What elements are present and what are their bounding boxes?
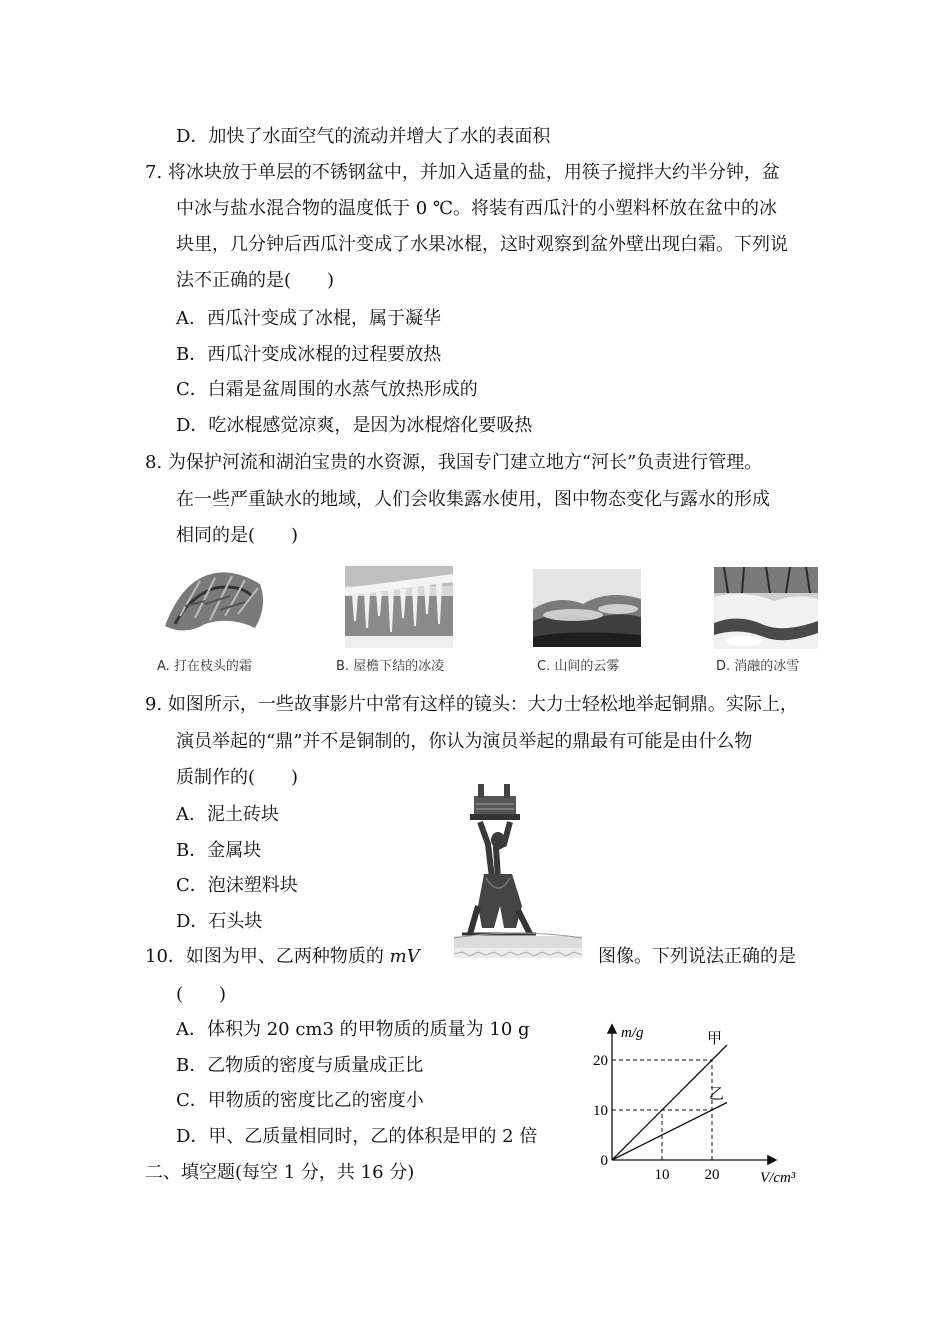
q7-option-d: D．吃冰棍感觉凉爽，是因为冰棍熔化要吸热 [176, 415, 533, 436]
x-tick-20: 20 [704, 1167, 720, 1183]
q7-option-b: B．西瓜汁变成冰棍的过程要放热 [176, 344, 442, 365]
mountain-mist-photo [533, 569, 641, 647]
y-tick-0: 0 [600, 1153, 608, 1169]
q10-stem-line-1 [145, 945, 420, 969]
y-tick-20: 20 [593, 1053, 608, 1069]
y-axis-label: m/g [621, 1025, 644, 1041]
q10-option-d: D．甲、乙质量相同时，乙的体积是甲的 2 倍 [176, 1126, 538, 1147]
caption-a: A. 打在枝头的霜 [157, 659, 252, 674]
q10-option-a: A．体积为 20 cm3 的甲物质的质量为 10 g [176, 1019, 530, 1040]
series-label-2: 乙 [709, 1086, 725, 1103]
q7-option-c: C．白霜是盆周围的水蒸气放热形成的 [176, 379, 478, 400]
caption-b: B. 屋檐下结的冰凌 [336, 659, 445, 674]
q10-stem-post: 图像。下列说法正确的是 [598, 946, 796, 967]
strongman-lifting-ding-statue [452, 778, 584, 960]
x-axis-label: V/cm³ [760, 1170, 796, 1186]
x-tick-10: 10 [654, 1167, 670, 1183]
mv-graph [585, 1020, 815, 1195]
q10-stem-line-2: ( ) [176, 984, 227, 1005]
frost-on-branch-photo [160, 566, 270, 648]
q10-stem-pre: 10．如图为甲、乙两种物质的 [145, 946, 390, 967]
caption-c: C. 山间的云雾 [537, 659, 620, 674]
q7-stem-line-1: 7. 将冰块放于单层的不锈钢盆中，并加入适量的盐，用筷子搅拌大约半分钟，盆 [145, 162, 780, 183]
series-label-1: 甲 [707, 1031, 723, 1047]
section-2-heading: 二、填空题(每空 1 分，共 16 分) [145, 1162, 415, 1183]
q7-stem-line-4: 法不正确的是( ) [176, 270, 335, 291]
y-tick-10: 10 [593, 1103, 608, 1119]
q7-stem-line-3: 块里，几分钟后西瓜汁变成了水果冰棍，这时观察到盆外壁出现白霜。下列说 [176, 234, 788, 255]
q9-option-b: B．金属块 [176, 840, 262, 861]
melting-snow-photo [714, 567, 818, 649]
q9-option-a: A．泥土砖块 [176, 804, 279, 825]
q7-option-a: A．西瓜汁变成了冰棍，属于凝华 [176, 308, 441, 329]
q7-stem-line-2: 中冰与盐水混合物的温度低于 0 ℃。将装有西瓜汁的小塑料杯放在盆中的冰 [176, 198, 778, 219]
q8-stem-line-3: 相同的是( ) [176, 525, 299, 546]
q10-option-b: B．乙物质的密度与质量成正比 [176, 1055, 424, 1076]
series-line-1 [612, 1045, 727, 1160]
q10-option-c: C．甲物质的密度比乙的密度小 [176, 1090, 424, 1111]
q9-stem-line-1: 9. 如图所示，一些故事影片中常有这样的镜头：大力士轻松地举起铜鼎。实际上， [145, 694, 798, 715]
q9-option-d: D．石头块 [176, 911, 263, 932]
q9-stem-line-2: 演员举起的“鼎”并不是铜制的，你认为演员举起的鼎最有可能是由什么物 [176, 731, 753, 752]
q8-stem-line-2: 在一些严重缺水的地域，人们会收集露水使用，图中物态变化与露水的形成 [176, 489, 770, 510]
q10-mv-variable: mV [389, 946, 420, 967]
caption-d: D. 消融的冰雪 [716, 659, 800, 674]
q8-stem-line-1: 8. 为保护河流和湖泊宝贵的水资源，我国专门建立地方“河长”负责进行管理。 [145, 452, 763, 473]
q9-stem-line-3: 质制作的( ) [176, 767, 299, 788]
icicles-under-eaves-photo [345, 566, 453, 648]
q6-option-d: D．加快了水面空气的流动并增大了水的表面积 [176, 126, 551, 147]
series-line-2 [612, 1103, 727, 1161]
q9-option-c: C．泡沫塑料块 [176, 875, 298, 896]
